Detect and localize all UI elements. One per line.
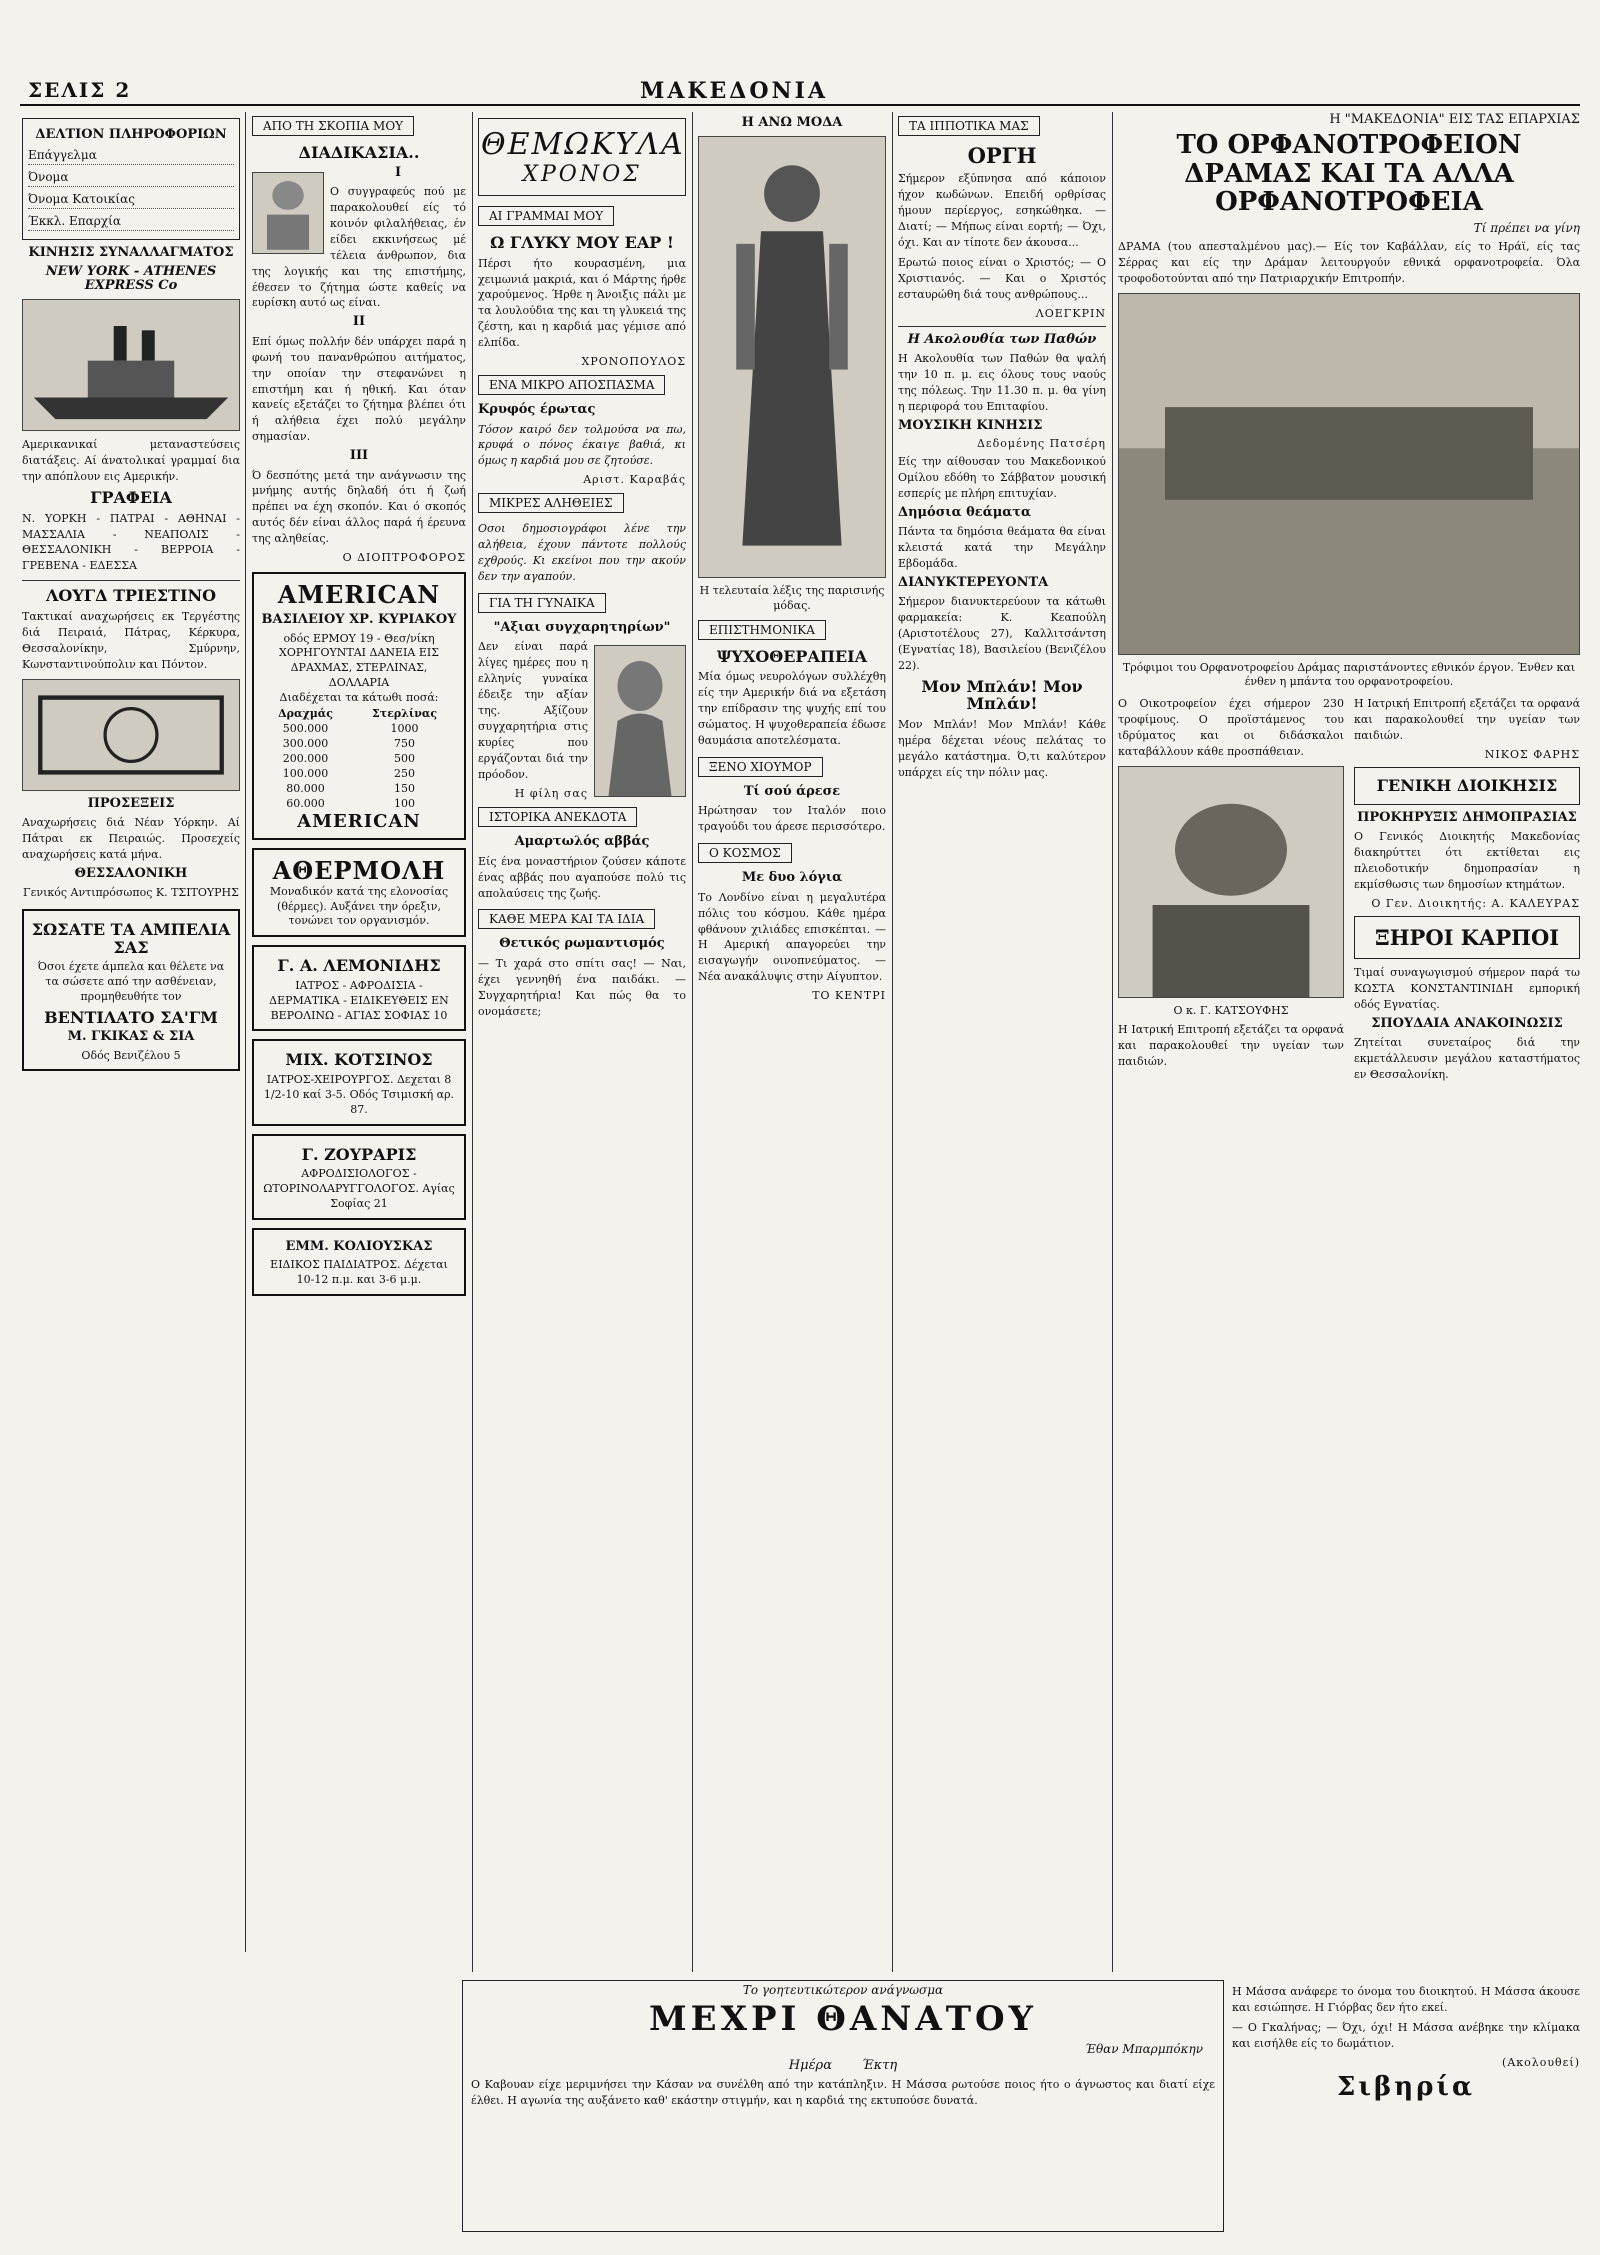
article-signature: ΛΟΕΓΚΡΙΝ bbox=[1035, 306, 1106, 320]
serial-author: Έθαν Μπαρμπόκην bbox=[1085, 2042, 1203, 2057]
notice-text: Αναχωρήσεις διά Νέαν Υόρκην. Αί Πάτραι εκ Πειραιώς. Προσεχείς αναχωρήσεις κατά μήνα. bbox=[22, 815, 240, 861]
serial-body: Ο Καβουαν είχε μεριμνήσει την Κάσαν να συνέλθη από την κατάπληξιν. Η Μάσσα ρωτούσε ποιος ήτο ο άγνωστος και διατί είχε έλθει. Η αγωνία της αυξάνετο καθ' εκάστην στιγμήν, και η καρδιά της εκτυπούσε δυνατά. bbox=[471, 2078, 1215, 2108]
rates-row bbox=[260, 796, 458, 811]
serial-day bbox=[463, 2058, 1223, 2073]
masthead bbox=[20, 78, 1580, 106]
shipping-heading: ΚΙΝΗΣΙΣ ΣΥΝΑΛΛΑΓΜΑΤΟΣ bbox=[28, 245, 234, 261]
article-title: Η Ακολουθία των Παθών bbox=[907, 331, 1097, 347]
article-body: Πάντα τα δημόσια θεάματα θα είναι κλειστά κατά την Μεγάλην Εβδομάδα. bbox=[898, 525, 1106, 570]
rule bbox=[898, 326, 1106, 327]
auction-subhead: ΠΡΟΚΗΡΥΞΙΣ ΔΗΜΟΠΡΑΣΙΑΣ bbox=[1357, 809, 1577, 825]
kotsinos-ad bbox=[252, 1039, 466, 1125]
article-body: Ερωτώ ποιος είναι ο Χριστός; — Ο Χριστιανός. — Και ο Χριστός εσταυρώθη διά τους ανθρώπους... bbox=[898, 255, 1106, 301]
column-6 bbox=[1118, 112, 1580, 1972]
american-ad-sub: ΒΑΣΙΛΕΙΟΥ ΧΡ. ΚΥΡΙΑΚΟΥ bbox=[261, 612, 457, 628]
rates-cell: 500.000 bbox=[282, 721, 329, 735]
city-heading: ΘΕΣΣΑΛΟΝΙΚΗ bbox=[74, 865, 188, 881]
section-numeral: II bbox=[352, 314, 366, 330]
rates-cell: 200.000 bbox=[282, 751, 329, 765]
article-signature: Η φίλη σας bbox=[514, 786, 588, 800]
shipping-text: Αμερικανικαί μεταναστεύσεις διατάξεις. Αί άνατολικαί γραμμαί δια την απόπλουν εις Αμερικήν. bbox=[22, 438, 240, 484]
rates-row bbox=[260, 766, 458, 781]
article-signature: ΤΟ ΚΕΝΤΡΙ bbox=[812, 989, 886, 1003]
rule bbox=[22, 580, 240, 581]
article-body: Μία όμως νευρολόγων συλλέχθη είς την Αμερικήν διά να εξετάση την επίδρασιν της ψυχής επί του σώματος. Η ψυχοθεραπεία έδωσε θαυμάσια αποτελέσματα. bbox=[698, 670, 886, 748]
vineyard-ad-address: Οδός Βενιζέλου 5 bbox=[81, 1048, 181, 1062]
page-number: ΣΕΛΙΣ 2 bbox=[28, 78, 132, 102]
ship-illustration bbox=[22, 299, 240, 431]
article-body: Ηρώτησαν τον Ιταλόν ποιο τραγούδι του άρεσε περισσότερο. bbox=[698, 804, 886, 834]
article-signature: Ο ΔΙΟΠΤΡΟΦΟΡΟΣ bbox=[342, 551, 466, 565]
city-text: Γενικός Αντιπρόσωπος Κ. ΤΣΙΤΟΥΡΗΣ bbox=[23, 886, 239, 900]
article-body: Σήμερον διανυκτερεύουν τα κάτωθι φαρμακεία: Κ. Κεαπούλη (Αριστοτέλους 27), Καλλιτσάντση (Εγνατίας 18), Βασιλείου (Βενιζέλου 22). bbox=[898, 595, 1106, 672]
article-body: Η Ακολουθία των Παθών θα ψαλή την 10 π. μ. εις όλους τους ναούς της πόλεως. Την 11.30 π. μ. θα γίνη η περιφορά του Επιταφίου. bbox=[898, 351, 1106, 413]
rates-cell: 80.000 bbox=[286, 781, 325, 795]
article-title: "Αξιαι συγχαρητηρίων" bbox=[493, 620, 671, 636]
lloyd-ad-text: Τακτικαί αναχωρήσεις εκ Τεργέστης διά Πειραιά, Πάτρας, Κέρκυρα, Θεσσαλονίκην, Σμύρνην, Κωνσταντινούπολιν και Πόντον. bbox=[22, 609, 240, 671]
american-ad-title: AMERICAN bbox=[277, 580, 441, 610]
article-body: Η Ιατρική Επιτροπή εξετάζει τα ορφανά και παρακολουθεί την υγείαν των παιδιών. bbox=[1118, 1023, 1344, 1069]
american-ad-line: ΧΟΡΗΓΟΥΝΤΑΙ ΔΑΝΕΙΑ ΕΙΣ ΔΡΑΧΜΑΣ, ΣΤΕΡΛΙΝΑΣ, ΔΟΛΛΑΡΙΑ bbox=[279, 646, 439, 690]
fashion-title: Η ΑΝΩ ΜΟΔΑ bbox=[741, 115, 843, 130]
woman-icon bbox=[595, 646, 685, 796]
vineyard-ad-text: Όσοι έχετε άμπελα και θέλετε να τα σώσετε από την ασθένειαν, προμηθευθήτε τον bbox=[37, 960, 225, 1003]
rates-cell: 250 bbox=[394, 766, 416, 780]
woman-sketch bbox=[594, 645, 686, 797]
banner-top: ΘΕΜΩΚΥΛΑ bbox=[481, 127, 685, 162]
column-rule bbox=[692, 112, 693, 1972]
ship-icon bbox=[23, 300, 239, 430]
auction-body: Ο Γενικός Διοικητής Μακεδονίας διακηρύττει ότι εκτίθεται εις πλειοδοτικήν δημοπρασίαν η εκμίσθωσις των δημοσίων κτημάτων. bbox=[1354, 829, 1580, 891]
announcement-body: Ζητείται συνεταίρος διά την εκμετάλλευσιν μεγάλου καταστήματος εν Θεσσαλονίκη. bbox=[1354, 1035, 1580, 1081]
article-body: Ο Οικοτροφείον έχει σήμερον 230 τροφίμους. Ο προϊστάμενος του ιδρύματος και οι διδάσκαλοι καταβάλλουν κάθε προσπάθειαν. bbox=[1118, 697, 1344, 758]
section-numeral: III bbox=[349, 448, 369, 464]
article-body: Είς την αίθουσαν του Μακεδονικού Ομίλου εδόθη το Σάββατον μουσική εσπερίς με πλήρη επιτυχίαν. bbox=[898, 454, 1106, 500]
poem-signature: Αριστ. Καραβάς bbox=[583, 473, 686, 487]
sub-column-left bbox=[1118, 692, 1344, 1086]
kolioukas-ad bbox=[252, 1228, 466, 1296]
article-title: Ω ΓΛΥΚΥ ΜΟΥ ΕΑΡ ! bbox=[490, 233, 674, 252]
zouraris-title: Γ. ΖΟΥΡΑΡΙΣ bbox=[301, 1144, 417, 1164]
section-rubric: ΑΙ ΓΡΑΜΜΑΙ ΜΟΥ bbox=[478, 206, 614, 226]
agents-text: Ν. ΥΟΡΚΗ - ΠΑΤΡΑΙ - ΑΘΗΝΑΙ - ΜΑΣΣΑΛΙΑ - ΝΕΑΠΟΛΙΣ - ΘΕΣΣΑΛΟΝΙΚΗ - ΒΕΡΡΟΙΑ - ΓΡΕΒΕΝΑ - ΕΔΕΣΣΑ bbox=[22, 511, 240, 573]
lloyd-ad-title: ΛΟΥΓΔ ΤΡΙΕΣΤΙΝΟ bbox=[46, 586, 216, 606]
serial-rubric: Το γοητευτικώτερον ανάγνωσμα bbox=[742, 1983, 944, 1997]
athermoli-text: Μοναδικόν κατά της ελονοσίας (θέρμες). Αυξάνει την όρεξιν, τονώνει τον οργανισμόν. bbox=[269, 884, 449, 928]
column-rule bbox=[472, 112, 473, 1972]
article-body: Οσοι δημοσιογράφοι λένε την αλήθεια, έχουν πάντοτε πολλούς εχθρούς. Κι εκείνοι που την ακούν δεν την αγαπούν. bbox=[478, 522, 686, 584]
athermoli-ad bbox=[252, 848, 466, 938]
american-ad-footer: AMERICAN bbox=[297, 810, 421, 832]
newspaper-name: ΜΑΚΕΔΟΝΙΑ bbox=[640, 78, 829, 104]
sub-column-right bbox=[1354, 692, 1580, 1086]
section-rubric: ΑΠΟ ΤΗ ΣΚΟΠΙΑ ΜΟΥ bbox=[252, 116, 414, 136]
article-body: Το Λονδίνο είναι η μεγαλυτέρα πόλις του κόσμου. Κάθε ημέρα φθάνουν χιλιάδες επισκέπται. — Η Αμερική απαγορεύει την εισαγωγήν οινοπνεύματος. — Νέα ανακάλυψις στην Αίγυπτον. bbox=[698, 890, 886, 984]
article-title: Τί σού άρεσε bbox=[743, 784, 841, 800]
zouraris-text: ΑΦΡΟΔΙΣΙΟΛΟΓΟΣ - ΩΤΟΡΙΝΟΛΑΡΥΓΓΟΛΟΓΟΣ. Αγίας Σοφίας 21 bbox=[263, 1167, 455, 1210]
auction-title: ΓΕΝΙΚΗ ΔΙΟΙΚΗΣΙΣ bbox=[1376, 776, 1558, 795]
article-title: Με δυο λόγια bbox=[741, 870, 843, 886]
article-body: — Τι χαρά στο σπίτι σας! — Ναι, έχει γεννηθή ένα παιδάκι. — Συγχαρητήρια! Και πώς θα το ονομάσετε; bbox=[478, 956, 686, 1018]
column-rule bbox=[245, 112, 246, 1952]
serial-side-text: Η Μάσσα ανάφερε το όνομα του διοικητού. Η Μάσσα άκουσε και εσιώπησε. Η Γιόρβας δεν ήτο εκεί. bbox=[1232, 1985, 1580, 2014]
serial-continued: (Ακολουθεί) bbox=[1502, 2055, 1580, 2069]
notice-heading: ΠΡΟΣΕΞΕΙΣ bbox=[87, 795, 175, 811]
article-body: Σήμερον εξύπνησα από κάποιον ήχον κωδώνων. Επειδή ορθρίσας ήμουν περίεργος, εσηκώθηκα. — Διατί; — Μήπως είναι εορτή; — Όχι, όχι. Και αν τίποτε δεν άκουσα... bbox=[898, 172, 1106, 249]
athermoli-title: ΑΘΕΡΜΟΛΗ bbox=[272, 855, 446, 885]
american-bank-ad bbox=[252, 572, 466, 840]
stamp-illustration bbox=[22, 679, 240, 791]
serial-day-label: Ημέρα bbox=[788, 2058, 832, 2074]
rates-label: Διαδέχεται τα κάτωθι ποσά: bbox=[279, 690, 439, 704]
article-body: Επί όμως πολλήν δέν υπάρχει παρά η φωνή του πανανθρώπου αιτήματος, την οποίαν την στεφανώνει η επιστήμη και ή ηθική. Και όταν κανείς εξετάζει το ζήτημα βλέπει ότι ή αλήθεια έχει πολύ μεγάλην σημασίαν. bbox=[252, 334, 466, 444]
column-1 bbox=[22, 112, 240, 2242]
column-rule bbox=[892, 112, 893, 1972]
serial-novel bbox=[462, 1980, 1224, 2232]
auction-notice bbox=[1354, 767, 1580, 805]
column-2 bbox=[252, 112, 466, 2242]
serial-footer-word: Σιβηρία bbox=[1336, 2071, 1475, 2102]
rates-table bbox=[260, 706, 458, 811]
form-field: Έκκλ. Επαρχία bbox=[28, 212, 234, 231]
columnist-sketch bbox=[252, 172, 324, 254]
rates-cell: 60.000 bbox=[286, 796, 325, 810]
banner-bottom: ΧΡΟΝΟΣ bbox=[522, 162, 642, 187]
article-body: Ό δεσπότης μετά την ανάγνωσιν της μνήμης αυτής δηλαδή ότι ή ζωή πρέπει να έχη σκοπόν. Και ό σκοπός αυτός δέν είναι άλλος παρά ή έρευνα της αληθείας. bbox=[252, 468, 466, 546]
article-body: Είς ένα μοναστήριον ζούσεν κάποτε ένας αββάς που αγαπούσε πολύ τις απολαύσεις της ζωής. bbox=[478, 854, 686, 900]
kolioukas-title: ΕΜΜ. ΚΟΛΙΟΥΣΚΑΣ bbox=[285, 1238, 433, 1254]
section-rubric: ΚΑΘΕ ΜΕΡΑ ΚΑΙ ΤΑ ΙΔΙΑ bbox=[478, 909, 655, 929]
orphanage-subhead: Τί πρέπει να γίνη bbox=[1473, 220, 1580, 235]
rates-cell: 500 bbox=[394, 751, 416, 765]
section-rubric: ΓΙΑ ΤΗ ΓΥΝΑΙΚΑ bbox=[478, 593, 606, 613]
rates-cell: 100.000 bbox=[282, 766, 329, 780]
rates-row bbox=[260, 781, 458, 796]
section-rubric: ΕΠΙΣΤΗΜΟΝΙΚΑ bbox=[698, 620, 826, 640]
dried-fruit-body: Τιμαί συναγωγισμού σήμερον παρά τω ΚΩΣΤΑ ΚΟΝΣΤΑΝΤΙΝΙΔΗ εμπορική οδός Εγνατίας. bbox=[1354, 965, 1580, 1011]
lemonidis-title: Γ. Α. ΛΕΜΟΝΙΔΗΣ bbox=[277, 956, 441, 976]
serial-day-value: Έκτη bbox=[861, 2058, 898, 2074]
article-body: Μον Μπλάν! Μον Μπλάν! Κάθε ημέρα δέχεται νέους πελάτας το μεγάλο κατάστημα. Ό,τι καλύτερον υπάρχει είς την πόλιν μας. bbox=[898, 718, 1106, 779]
agents-heading: ΓΡΑΦΕΙΑ bbox=[90, 488, 172, 507]
rates-row bbox=[260, 736, 458, 751]
lemonidis-ad bbox=[252, 945, 466, 1031]
article-body: ΔΡΑΜΑ (του απεσταλμένου μας).— Είς τον Καβάλλαν, είς το Ηράϊ, είς τας Σέρρας και είς την Δράμαν λειτουργούν εθνικά ορφανοτροφεία. Όλα τροφοδοτούνται από την Πατριαρχικήν Επιτροπήν. bbox=[1118, 239, 1580, 285]
article-title: ΟΡΓΗ bbox=[967, 143, 1037, 168]
section-numeral: I bbox=[394, 164, 402, 180]
rates-row bbox=[260, 721, 458, 736]
section-rubric: Ο ΚΟΣΜΟΣ bbox=[698, 843, 792, 863]
fashion-caption: Η τελευταία λέξις της παρισινής μόδας. bbox=[699, 584, 885, 612]
section-rubric: ΜΟΥΣΙΚΗ ΚΙΝΗΣΙΣ bbox=[898, 417, 1043, 433]
kotsinos-title: ΜΙΧ. ΚΟΤΣΙΝΟΣ bbox=[285, 1050, 433, 1070]
form-title: ΔΕΛΤΙΟΝ ΠΛΗΡΟΦΟΡΙΩΝ bbox=[35, 127, 227, 142]
section-rubric: ΤΑ ΙΠΠΟΤΙΚΑ ΜΑΣ bbox=[898, 116, 1040, 136]
article-title: Αμαρτωλός αββάς bbox=[514, 834, 650, 850]
poem-title: Κρυφός έρωτας bbox=[478, 402, 596, 418]
section-rubric: ΕΝΑ ΜΙΚΡΟ ΑΠΟΣΠΑΣΜΑ bbox=[478, 375, 665, 395]
dried-fruit-title: ΞΗΡΟΙ ΚΑΡΠΟΙ bbox=[1374, 924, 1560, 950]
article-body: Ο συγγραφεύς πού με παρακολουθεί είς τό κοινόν φιλαλήθειας, έν είδει εκκινήσεως μέ τέλεια άνθρωπον, δια της λογικής και της επιστήμης, έθεσεν το ζήτημα ώστε καθείς να ευρίσκη αυτό ως είναι. bbox=[252, 184, 466, 310]
auction-signature: Ο Γεν. Διοικητής: Α. ΚΑΛΕΥΡΑΣ bbox=[1371, 896, 1580, 910]
article-body: Δεν είναι παρά λίγες ημέρες που η ελληνίς γυναίκα έδειξε την αξίαν της. Αξίζουν συγχαρητήρια στις κυρίες που εργάζονται διά την πρόοδον. bbox=[478, 640, 588, 781]
orphanage-photo bbox=[1118, 293, 1580, 655]
stamp-icon bbox=[23, 680, 239, 790]
section-rubric: ΔΙΑΝΥΚΤΕΡΕΥΟΝΤΑ bbox=[898, 574, 1049, 590]
column-rule bbox=[1112, 112, 1113, 1972]
kolioukas-text: ΕΙΔΙΚΟΣ ΠΑΙΔΙΑΤΡΟΣ. Δέχεται 10-12 π.μ. και 3-6 μ.μ. bbox=[270, 1257, 448, 1286]
two-column-block bbox=[1118, 692, 1580, 1086]
portrait-icon bbox=[253, 173, 323, 253]
article-title: ΔΙΑΔΙΚΑΣΙΑ.. bbox=[298, 143, 420, 162]
serial-title: ΜΕΧΡΙ ΘΑΝΑΤΟΥ bbox=[649, 1999, 1037, 2039]
orphanage-headline: ΤΟ ΟΡΦΑΝΟΤΡΟΦΕΙΟΝ ΔΡΑΜΑΣ ΚΑΙ ΤΑ ΑΛΛΑ ΟΡΦΑΝΟΤΡΟΦΕΙΑ bbox=[1176, 130, 1522, 218]
article-body: Η Ιατρική Επιτροπή εξετάζει τα ορφανά και παρακολουθεί την υγείαν των παιδιών. bbox=[1354, 697, 1580, 743]
rates-cell: 100 bbox=[394, 796, 416, 810]
column-3 bbox=[478, 112, 686, 1972]
vineyard-ad bbox=[22, 909, 240, 1071]
column-4 bbox=[698, 112, 886, 1972]
announcement-title: ΣΠΟΥΔΑΙΑ ΑΝΑΚΟΙΝΩΣΙΣ bbox=[1371, 1015, 1563, 1031]
vineyard-ad-product: ΒΕΝΤΙΛΑΤΟ ΣΑ'ΓΜ bbox=[44, 1007, 218, 1027]
rates-cell: 750 bbox=[394, 736, 416, 750]
rates-cell: 150 bbox=[394, 781, 416, 795]
rates-cell: 1000 bbox=[390, 721, 419, 735]
info-form bbox=[22, 118, 240, 240]
article-signature: Δεδομένης Πατσέρη bbox=[976, 436, 1106, 450]
section-rubric: ΙΣΤΟΡΙΚΑ ΑΝΕΚΔΟΤΑ bbox=[478, 807, 637, 827]
article-title: Θετικός ρωμαντισμός bbox=[499, 936, 665, 952]
zouraris-ad bbox=[252, 1134, 466, 1220]
vineyard-ad-shop: Μ. ΓΚΙΚΑΣ & ΣΙΑ bbox=[67, 1029, 195, 1045]
form-field: Όνομα Κατοικίας bbox=[28, 190, 234, 209]
form-field: Επάγγελμα bbox=[28, 146, 234, 165]
lemonidis-text: ΙΑΤΡΟΣ - ΑΦΡΟΔΙΣΙΑ - ΔΕΡΜΑΤΙΚΑ - ΕΙΔΙΚΕΥΘΕΙΣ ΕΝ ΒΕΡΟΛΙΝΩ - ΑΓΙΑΣ ΣΟΦΙΑΣ 10 bbox=[269, 978, 449, 1022]
serial-side-text: — Ο Γκαλήνας; — Όχι, όχι! Η Μάσσα ανέβηκε την κλίμακα και εισήλθε είς το δωμάτιον. bbox=[1232, 2020, 1580, 2050]
article-body: Πέρσι ήτο κουρασμένη, μια χειμωνιά μακριά, και ό Μάρτης ήρθε χαρούμενος. Ήρθε η Άνοιξις πάλι με τα λουλούδια της και τη γλυκειά της ζέστη, και η καρδιά μας γέμισε από ελπίδα. bbox=[478, 256, 686, 350]
article-title: ΨΥΧΟΘΕΡΑΠΕΙΑ bbox=[716, 646, 868, 666]
article-signature: ΧΡΟΝΟΠΟΥΛΟΣ bbox=[581, 355, 686, 369]
serial-continuation bbox=[1232, 1980, 1580, 2230]
article-title: Μον Μπλάν! Μον Μπλάν! bbox=[921, 676, 1083, 714]
group-photo-icon bbox=[1119, 294, 1579, 654]
section-rubric: ΞΕΝΟ ΧΙΟΥΜΟΡ bbox=[698, 757, 823, 777]
portrait-icon bbox=[1119, 767, 1343, 997]
fashion-illustration bbox=[698, 136, 886, 578]
shipping-line: NEW YORK - ATHENES EXPRESS Co bbox=[45, 263, 217, 293]
column-5 bbox=[898, 112, 1106, 1972]
form-field: Όνομα bbox=[28, 168, 234, 187]
rates-col-header: Στερλίνας bbox=[372, 706, 438, 720]
section-rubric: ΜΙΚΡΕΣ ΑΛΗΘΕΙΕΣ bbox=[478, 493, 624, 513]
vineyard-ad-title: ΣΩΣΑΤΕ ΤΑ ΑΜΠΕΛΙΑ ΣΑΣ bbox=[31, 920, 231, 957]
section-banner bbox=[478, 118, 686, 196]
poem-body: Τόσον καιρό δεν τολμούσα να πω, κρυφά ο πόνος έκαιγε βαθιά, κι όμως η καρδιά μου σε ζητούσε. bbox=[478, 422, 686, 468]
rates-cell: 300.000 bbox=[282, 736, 329, 750]
portrait-caption: Ο κ. Γ. ΚΑΤΣΟΥΦΗΣ bbox=[1173, 1003, 1289, 1017]
american-ad-address: οδός ΕΡΜΟΥ 19 - Θεσ/νίκη bbox=[283, 631, 435, 645]
photo-caption: Τρόφιμοι του Ορφανοτροφείου Δράμας παριστάνοντες εθνικόν έργον. Ένθεν και ένθεν η μπάντα του ορφανοτροφείου. bbox=[1122, 660, 1576, 688]
article-signature: ΝΙΚΟΣ ΦΑΡΗΣ bbox=[1484, 748, 1580, 761]
portrait-photo bbox=[1118, 766, 1344, 998]
kotsinos-text: ΙΑΤΡΟΣ-ΧΕΙΡΟΥΡΓΟΣ. Δεχεται 8 1/2-10 καί 3-5. Οδός Τσιμισκή αρ. 87. bbox=[263, 1073, 455, 1116]
dried-fruit-box bbox=[1354, 916, 1580, 959]
rates-row bbox=[260, 751, 458, 766]
provinces-line: Η "ΜΑΚΕΔΟΝΙΑ" ΕΙΣ ΤΑΣ ΕΠΑΡΧΙΑΣ bbox=[1329, 112, 1580, 127]
section-rubric: Δημόσια θεάματα bbox=[898, 504, 1031, 520]
rates-col-header: Δραχμάς bbox=[278, 706, 333, 720]
fashion-figure-icon bbox=[699, 137, 885, 577]
